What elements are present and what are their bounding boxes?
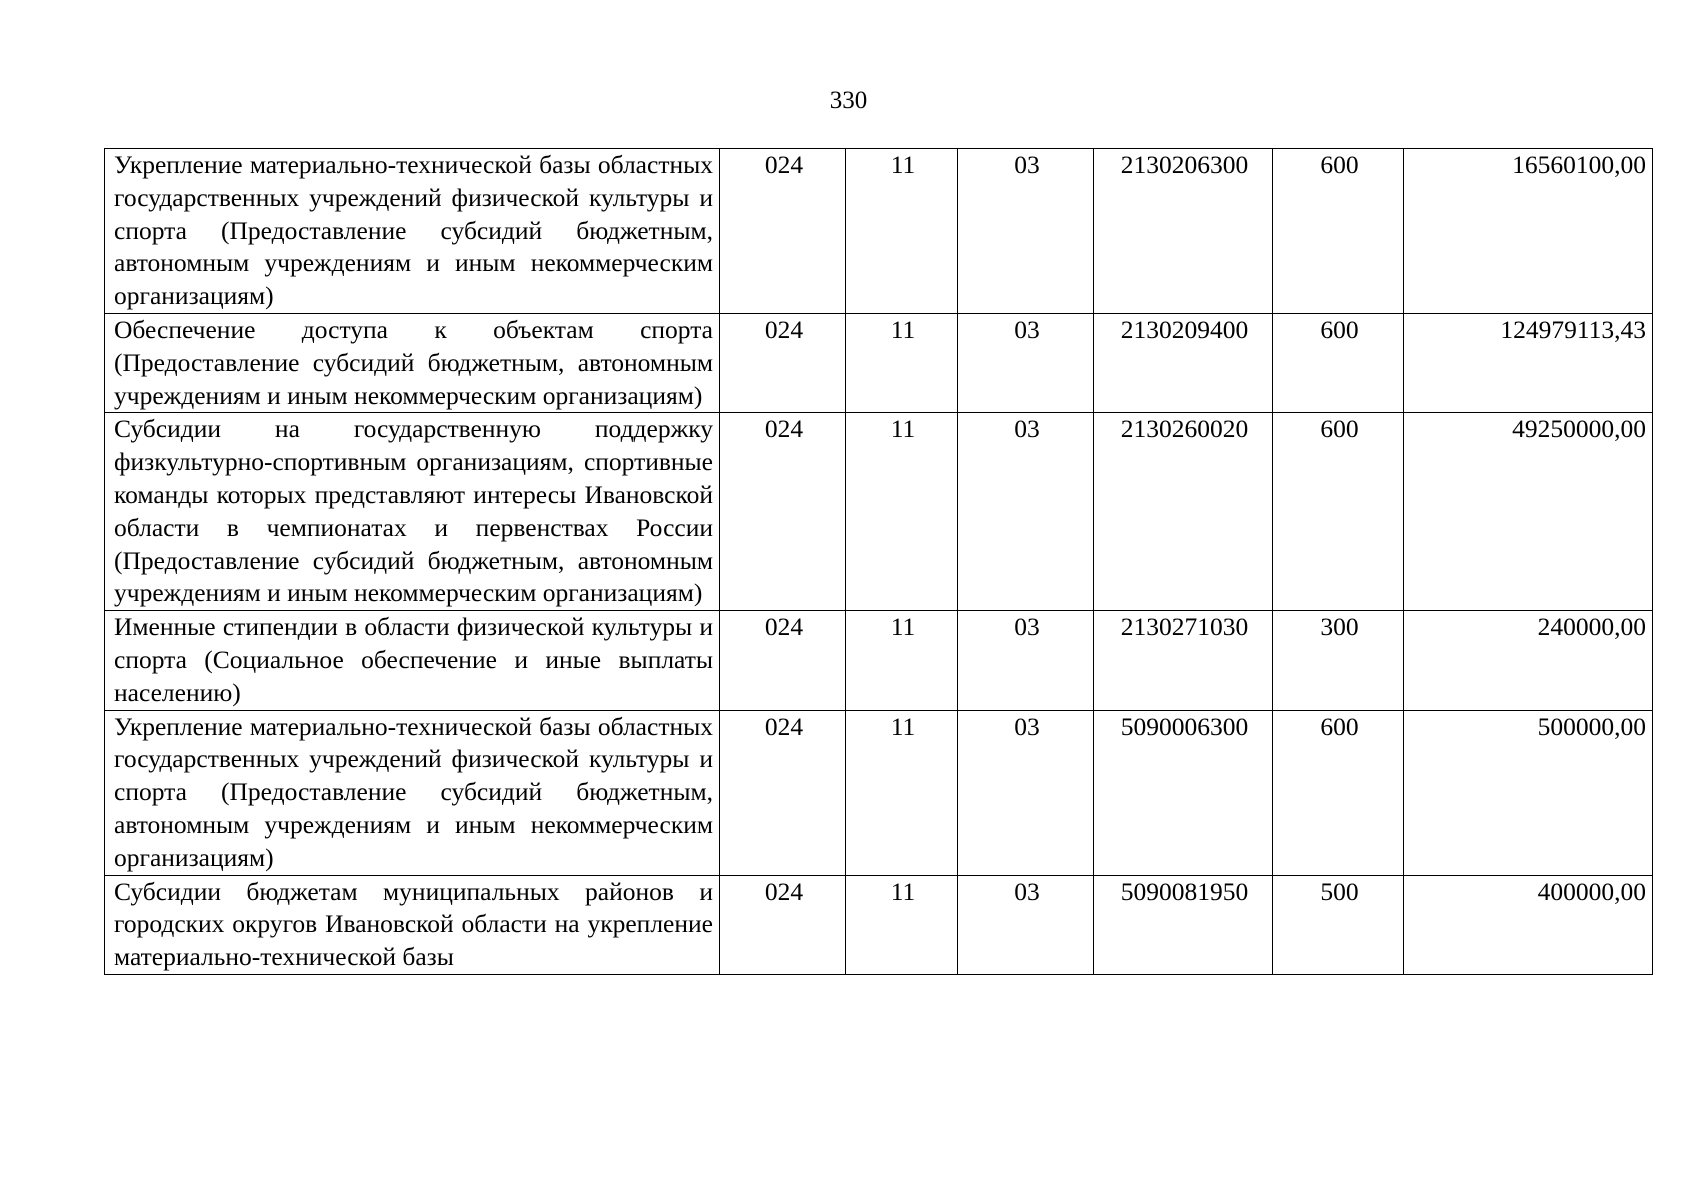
row-description: Укрепление материально-технической базы областных государственных учреждений физической культуры и спорта (Предоставление субсидий бюджетным, автономным учреждениям и иным некоммерческим организациям) bbox=[105, 710, 720, 875]
row-amount: 49250000,00 bbox=[1404, 413, 1653, 611]
row-expense-type-code: 600 bbox=[1273, 313, 1404, 412]
row-target-article-code: 2130206300 bbox=[1094, 149, 1273, 314]
row-expense-type-code: 600 bbox=[1273, 149, 1404, 314]
row-ved-code: 024 bbox=[720, 710, 846, 875]
row-expense-type-code: 300 bbox=[1273, 611, 1404, 710]
row-amount: 124979113,43 bbox=[1404, 313, 1653, 412]
row-target-article-code: 5090006300 bbox=[1094, 710, 1273, 875]
row-subsection-code: 03 bbox=[958, 313, 1094, 412]
row-expense-type-code: 600 bbox=[1273, 710, 1404, 875]
row-subsection-code: 03 bbox=[958, 710, 1094, 875]
page-number: 330 bbox=[829, 87, 868, 114]
row-subsection-code: 03 bbox=[958, 611, 1094, 710]
row-description: Обеспечение доступа к объектам спорта (Предоставление субсидий бюджетным, автономным учреждениям и иным некоммерческим организациям) bbox=[105, 313, 720, 412]
row-ved-code: 024 bbox=[720, 875, 846, 974]
row-target-article-code: 2130209400 bbox=[1094, 313, 1273, 412]
budget-table bbox=[104, 148, 1653, 975]
row-ved-code: 024 bbox=[720, 611, 846, 710]
row-expense-type-code: 600 bbox=[1273, 413, 1404, 611]
row-description: Именные стипендии в области физической культуры и спорта (Социальное обеспечение и иные выплаты населению) bbox=[105, 611, 720, 710]
table-row bbox=[105, 875, 1653, 974]
row-description: Субсидии на государственную поддержку физкультурно-спортивным организациям, спортивные команды которых представляют интересы Ивановской области в чемпионатах и первенствах России (Предоставление субсидий бюджетным, автономным учреждениям и иным некоммерческим организациям) bbox=[105, 413, 720, 611]
row-amount: 16560100,00 bbox=[1404, 149, 1653, 314]
row-description: Укрепление материально-технической базы областных государственных учреждений физической культуры и спорта (Предоставление субсидий бюджетным, автономным учреждениям и иным некоммерческим организациям) bbox=[105, 149, 720, 314]
table-row bbox=[105, 413, 1653, 611]
row-section-code: 11 bbox=[846, 611, 958, 710]
table-row bbox=[105, 313, 1653, 412]
row-target-article-code: 5090081950 bbox=[1094, 875, 1273, 974]
row-section-code: 11 bbox=[846, 149, 958, 314]
row-section-code: 11 bbox=[846, 710, 958, 875]
row-expense-type-code: 500 bbox=[1273, 875, 1404, 974]
table-row bbox=[105, 149, 1653, 314]
row-amount: 500000,00 bbox=[1404, 710, 1653, 875]
row-ved-code: 024 bbox=[720, 413, 846, 611]
table-row bbox=[105, 710, 1653, 875]
row-amount: 400000,00 bbox=[1404, 875, 1653, 974]
row-section-code: 11 bbox=[846, 875, 958, 974]
row-section-code: 11 bbox=[846, 313, 958, 412]
row-ved-code: 024 bbox=[720, 313, 846, 412]
row-description: Субсидии бюджетам муниципальных районов и городских округов Ивановской области на укрепление материально-технической базы bbox=[105, 875, 720, 974]
table-row bbox=[105, 611, 1653, 710]
row-target-article-code: 2130260020 bbox=[1094, 413, 1273, 611]
row-section-code: 11 bbox=[846, 413, 958, 611]
row-subsection-code: 03 bbox=[958, 875, 1094, 974]
row-target-article-code: 2130271030 bbox=[1094, 611, 1273, 710]
row-subsection-code: 03 bbox=[958, 413, 1094, 611]
row-subsection-code: 03 bbox=[958, 149, 1094, 314]
row-amount: 240000,00 bbox=[1404, 611, 1653, 710]
row-ved-code: 024 bbox=[720, 149, 846, 314]
